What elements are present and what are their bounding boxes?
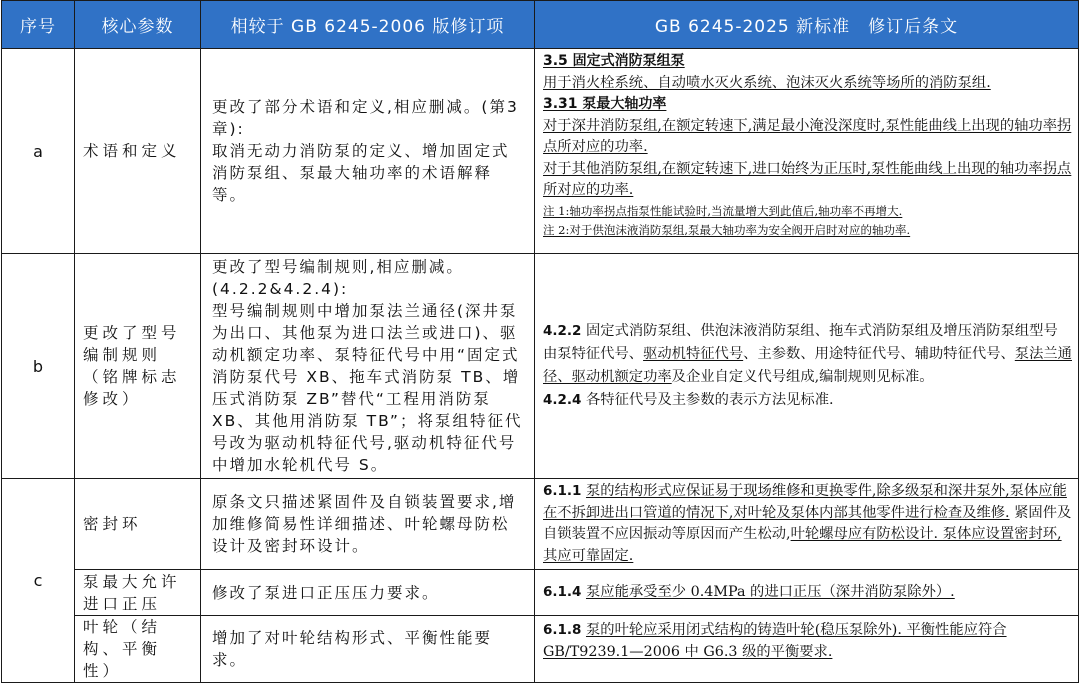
revision-line: 取消无动力消防泵的定义、增加固定式消防泵组、泵最大轴功率的术语解释等。 [212, 142, 510, 204]
table-row-a [2, 49, 1079, 254]
clause-number: 6.1.4 [543, 583, 582, 600]
revision-line: 型号编制规则中增加泵法兰通径(深井泵为出口、其他泵为进口法兰或进口)、驱动机额定功率、泵特征代号中用“固定式消防泵代号 XB、拖车式消防泵 TB、增压式消防泵 ZB”替代“工程用消防泵 XB、其他用消防泵 TB”；将泵组特征代号改为驱动机特征代号,驱动机特征代号中增加水轮机代号 S。 [212, 302, 523, 474]
revision-line: 更改了部分术语和定义,相应删减。(第3章): [212, 98, 519, 138]
core-param: 密封环 [75, 479, 201, 570]
clause-4-2-4 [543, 389, 1072, 412]
clause-text: 固定式消防泵组、供泡沫液消防泵组、拖车式消防泵组及增压消防泵组型号由泵特征代号、 [543, 323, 1058, 362]
clause-note: 注 1:轴功率拐点指泵性能试验时,当流量增大到此值后,轴功率不再增大. [543, 203, 903, 218]
revision-description [201, 49, 535, 254]
clause-number: 6.1.1 [543, 483, 582, 499]
header-index: 序号 [2, 1, 75, 49]
clause-note: 注 2:对于供泡沫液消防泵组,泵最大轴功率为安全阀开启时对应的轴功率. [543, 222, 911, 237]
core-param: 更改了型号编制规则（铭牌标志修改） [75, 254, 201, 479]
revision-line: 更改了型号编制规则,相应删减。(4.2.2&4.2.4): [212, 258, 464, 298]
core-param: 术语和定义 [75, 49, 201, 254]
clause-4-2-2 [543, 320, 1072, 389]
clause-number: 6.1.8 [543, 622, 582, 638]
clause-text-underlined: 泵的结构形式应保证易于现场维修和更换零件,除多级泵和深井泵外,泵体应能在不拆卸进出口管道的情况下,对叶轮及泵体内部其他零件进行检查及维修. [543, 483, 1067, 521]
clause-text: 用于消火栓系统、自动喷水灭火系统、泡沫灭火系统等场所的消防泵组. [543, 74, 991, 91]
revision-description: 修改了泵进口正压压力要求。 [201, 570, 535, 616]
table-row-c-inlet-pressure [2, 570, 1079, 616]
clause-text-underlined: 叶轮螺母应有防松设计. 泵体应设置密封环,其应可靠固定. [543, 526, 1062, 564]
core-param: 泵最大允许进口正压 [75, 570, 201, 616]
header-new-clauses: GB 6245-2025 新标准 修订后条文 [535, 1, 1079, 49]
clause-text-underlined: 泵法兰通径、驱动机额定功率 [543, 346, 1072, 385]
header-core-param: 核心参数 [75, 1, 201, 49]
new-clause [535, 616, 1079, 683]
header-row [2, 1, 1079, 49]
table-row-c-impeller [2, 616, 1079, 683]
clause-heading: 3.31 泵最大轴功率 [543, 96, 667, 112]
clause-heading: 3.5 固定式消防泵组泵 [543, 53, 685, 69]
table-row-c-seal-ring [2, 479, 1079, 570]
clause-number: 4.2.2 [543, 323, 582, 339]
clause-text: 对于深井消防泵组,在额定转速下,满足最小淹没深度时,泵性能曲线上出现的轴功率拐点所对应的功率. [543, 117, 1072, 155]
row-index: c [2, 479, 75, 683]
new-clause [535, 49, 1079, 254]
row-index: b [2, 254, 75, 479]
table-row-b [2, 254, 1079, 479]
new-clause [535, 254, 1079, 479]
clause-text: 对于其他消防泵组,在额定转速下,进口始终为正压时,泵性能曲线上出现的轴功率拐点所对应的功率. [543, 160, 1072, 198]
clause-text: 、主参数、用途特征代号、辅助特征代号、 [743, 346, 1015, 362]
clause-text-underlined: 驱动机特征代号 [643, 346, 744, 362]
clause-text-underlined: 泵的叶轮应采用闭式结构的铸造叶轮(稳压泵除外). 平衡性能应符合 GB/T9239.1—2006 中 G6.3 级的平衡要求. [543, 622, 1007, 660]
clause-text: 及企业自定义代号组成,编制规则见标准。 [671, 369, 934, 385]
revision-description: 增加了对叶轮结构形式、平衡性能要求。 [201, 616, 535, 683]
clause-number: 4.2.4 [543, 392, 582, 408]
new-clause [535, 479, 1079, 570]
row-index: a [2, 49, 75, 254]
revision-comparison-table [1, 0, 1079, 683]
revision-description [201, 254, 535, 479]
new-clause [535, 570, 1079, 616]
revision-description: 原条文只描述紧固件及自锁装置要求,增加维修简易性详细描述、叶轮螺母防松设计及密封环设计。 [201, 479, 535, 570]
clause-text: 各特征代号及主参数的表示方法见标准. [581, 392, 834, 408]
core-param: 叶轮（结构、平衡性） [75, 616, 201, 683]
header-revision-items: 相较于 GB 6245-2006 版修订项 [201, 1, 535, 49]
clause-text: 紧固件及自锁装置不应因振动等原因而产生松动, [543, 504, 1072, 542]
clause-text-underlined: 泵应能承受至少 0.4MPa 的进口正压（深井消防泵除外）. [585, 583, 955, 600]
